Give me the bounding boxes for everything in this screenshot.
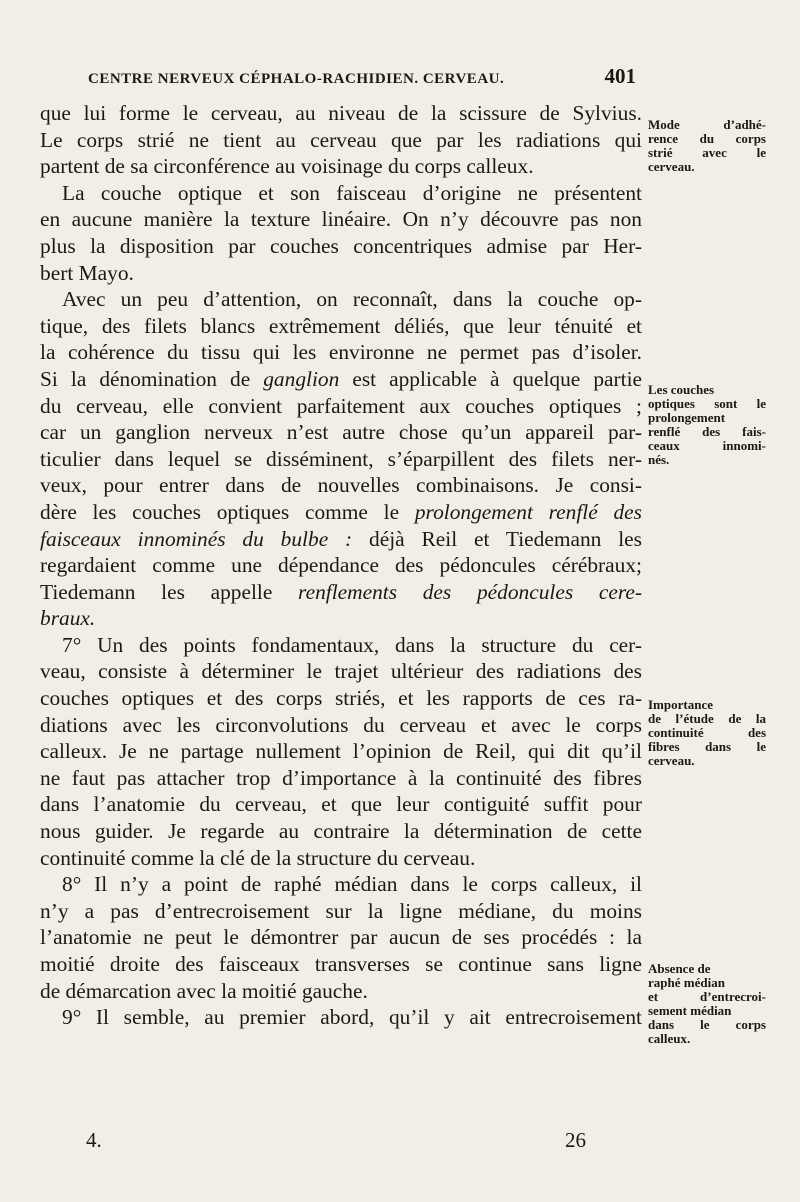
text-line: l’anatomie ne peut le démontrer par aucun de ses procédés : la <box>40 925 642 950</box>
note-line: cerveau. <box>648 159 695 174</box>
note-line: Importance <box>648 697 713 712</box>
text-line: plus la disposition par couches concentriques admise par Her- <box>40 233 642 258</box>
running-header <box>88 64 636 89</box>
text-line <box>40 605 642 632</box>
text-line: regardaient comme une dépendance des pédoncules cérébraux; <box>40 553 642 578</box>
text-line: faisceaux innominés du bulbe : déjà Reil et Tiedemann les <box>40 526 642 551</box>
text-line: ticulier dans lequel se disséminent, s’éparpillent des filets ner- <box>40 446 642 471</box>
page-footer <box>86 1128 586 1153</box>
text-line: tique, des filets blancs extrêmement déliés, que leur ténuité et <box>40 313 642 338</box>
text-line: car un ganglion nerveux n’est autre chose qu’un appareil par- <box>40 420 642 445</box>
note-line: raphé médian <box>648 975 725 990</box>
text-line: nous guider. Je regarde au contraire la détermination de cette <box>40 819 642 844</box>
note-line: ceaux innomi- <box>648 438 766 453</box>
text-line: veux, pour entrer dans de nouvelles combinaisons. Je consi- <box>40 473 642 498</box>
note-line: cerveau. <box>648 753 695 768</box>
signature-mark: 4. <box>86 1128 102 1152</box>
note-line: rence du corps <box>648 131 766 146</box>
text-line: de démarcation avec la moitié gauche. <box>40 978 368 1003</box>
note-line: nés. <box>648 452 670 467</box>
text-line: continuité comme la clé de la structure du cerveau. <box>40 845 476 870</box>
text-line: en aucune manière la texture linéaire. On n’y découvre pas non <box>40 207 642 232</box>
text-line: partent de sa circonférence au voisinage du corps calleux. <box>40 154 534 179</box>
note-line: renflé des fais- <box>648 424 766 439</box>
text-line: Avec un peu d’attention, on reconnaît, dans la couche op- <box>62 287 642 312</box>
text-line: dère les couches optiques comme le prolongement renflé des <box>40 499 642 524</box>
marginal-note-continuity <box>648 698 766 768</box>
note-line: dans le corps <box>648 1017 766 1032</box>
text-line: Si la dénomination de ganglion est applicable à quelque partie <box>40 366 642 391</box>
text-line: que lui forme le cerveau, au niveau de la scissure de Sylvius. <box>40 101 642 125</box>
text-line: la cohérence du tissu qui les environne ne permet pas d’isoler. <box>40 340 642 365</box>
note-line: sement médian <box>648 1003 732 1018</box>
note-line: prolongement <box>648 410 726 425</box>
italic-term: renflements des pédoncules cere- <box>298 579 642 604</box>
note-line: Mode d’adhé- <box>648 117 766 132</box>
marginal-note-raphe <box>648 962 766 1046</box>
running-title: CENTRE NERVEUX CÉPHALO-RACHIDIEN. CERVEAU. <box>88 71 505 87</box>
text-line: n’y a pas d’entrecroisement sur la ligne médiane, du moins <box>40 898 642 923</box>
text-line: du cerveau, elle convient parfaitement aux couches optiques ; <box>40 393 642 418</box>
note-line: calleux. <box>648 1031 691 1046</box>
text-line: La couche optique et son faisceau d’origine ne présentent <box>62 180 642 205</box>
note-line: de l’étude de la <box>648 711 766 726</box>
marginal-note-optic-layers <box>648 383 766 467</box>
body-text <box>40 100 642 1031</box>
marginal-note-adhesion <box>648 118 766 174</box>
text-line: 8° Il n’y a point de raphé médian dans le corps calleux, il <box>62 872 642 897</box>
note-line: strié avec le <box>648 145 766 160</box>
italic-term: faisceaux innominés du bulbe : <box>40 526 353 551</box>
text-line: couches optiques et des corps striés, et les rapports de ces ra- <box>40 686 642 711</box>
text-line: 7° Un des points fondamentaux, dans la structure du cer- <box>62 632 642 657</box>
note-line: continuité des <box>648 725 766 740</box>
text-line: bert Mayo. <box>40 260 134 285</box>
text-line: Le corps strié ne tient au cerveau que par les radiations qui <box>40 127 642 152</box>
text-line: moitié droite des faisceaux transverses se continue sans ligne <box>40 952 642 976</box>
italic-term: braux. <box>40 606 96 631</box>
text-line: ne faut pas attacher trop d’importance à la continuité des fibres <box>40 765 642 790</box>
page-number: 401 <box>604 64 636 88</box>
note-line: Absence de <box>648 961 711 976</box>
text-line: calleux. Je ne partage nullement l’opinion de Reil, qui dit qu’il <box>40 739 642 764</box>
text-line: veau, consiste à déterminer le trajet ultérieur des radiations des <box>40 659 642 684</box>
note-line: optiques sont le <box>648 396 766 411</box>
italic-term: prolongement renflé des <box>414 499 642 524</box>
note-line: fibres dans le <box>648 739 766 754</box>
text-line: dans l’anatomie du cerveau, et que leur contiguité suffit pour <box>40 792 642 817</box>
note-line: et d’entrecroi- <box>648 989 766 1004</box>
text-line: 9° Il semble, au premier abord, qu’il y ait entrecroisement <box>62 1005 642 1030</box>
text-line: Tiedemann les appelle renflements des pédoncules cere- <box>40 579 642 604</box>
text-line: diations avec les circonvolutions du cerveau et avec le corps <box>40 712 642 737</box>
sheet-number: 26 <box>565 1128 586 1152</box>
italic-term: ganglion <box>263 366 340 391</box>
note-line: Les couches <box>648 382 715 397</box>
